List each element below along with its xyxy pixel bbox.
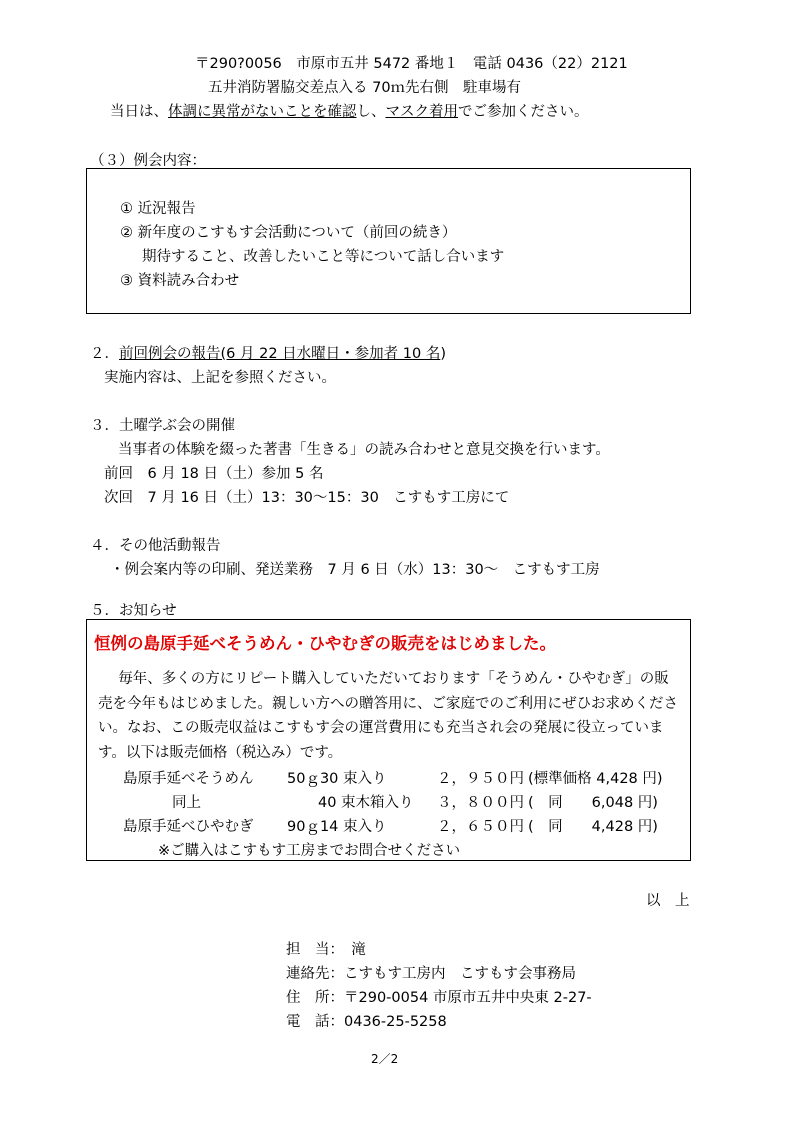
section3-title: ３．土曜学ぶ会の開催 bbox=[90, 418, 235, 434]
notice-health-check: 体調に異常がないことを確認 bbox=[168, 104, 357, 120]
section2-body: 実施内容は、上記を参照ください。 bbox=[104, 370, 336, 386]
sale-price: ２，６５０円 bbox=[437, 819, 524, 835]
sale-price: ２，９５０円 bbox=[437, 771, 524, 787]
attendance-notice bbox=[110, 100, 589, 121]
agenda-item-2-detail: 期待すること、改善したいこと等について話し合います bbox=[142, 249, 505, 265]
section4-title: ４．その他活動報告 bbox=[90, 538, 221, 554]
closing-text: 以 上 bbox=[646, 893, 690, 909]
agenda-item-3: ③ 資料読み合わせ bbox=[120, 273, 240, 289]
sale-note: ( 同 6,048 円) bbox=[528, 795, 658, 811]
announcement-headline: 恒例の島原手延べそうめん・ひやむぎの販売をはじめました。 bbox=[94, 634, 556, 653]
sale-row-hiyamugi bbox=[0, 815, 794, 839]
section3-body: 当事者の体験を綴った著書「生きる」の読み合わせと意見交換を行います。 bbox=[118, 442, 610, 458]
section2-title bbox=[90, 342, 446, 363]
notice-post: でご参加ください。 bbox=[458, 104, 589, 120]
sale-name: 島原手延べそうめん bbox=[123, 771, 254, 787]
section2-title-close: ) bbox=[440, 346, 447, 362]
sale-spec: 40 束木箱入り bbox=[318, 795, 414, 811]
notice-mid: し、 bbox=[356, 104, 386, 120]
address-line: 〒290?0056 市原市五井 5472 番地１ 電話 0436（22）2121 bbox=[195, 56, 628, 72]
footer-phone: 電 話：0436-25-5258 bbox=[286, 1014, 447, 1030]
purchase-contact-note: ※ご購入はこすもす工房までお問合せください bbox=[158, 843, 461, 859]
footer-person: 担 当： 滝 bbox=[286, 942, 366, 958]
footer-contact: 連絡先：こすもす工房内 こすもす会事務局 bbox=[286, 966, 576, 982]
section4-item: ・例会案内等の印刷、発送業務 7 月 6 日（水）13：30～ こすもす工房 bbox=[110, 562, 600, 578]
agenda-item-2: ② 新年度のこすもす会活動について（前回の続き） bbox=[120, 225, 457, 241]
section3-previous: 前回 6 月 18 日（土）参加 5 名 bbox=[104, 466, 324, 482]
notice-pre: 当日は、 bbox=[110, 104, 168, 120]
meeting-heading: （３）例会内容： bbox=[90, 153, 206, 169]
sale-note: ( 同 4,428 円) bbox=[528, 819, 658, 835]
footer-address: 住 所：〒290-0054 市原市五井中央東 2-27- bbox=[286, 990, 592, 1006]
sale-name: 島原手延べひやむぎ bbox=[123, 819, 254, 835]
section2-number: ２． bbox=[90, 346, 119, 362]
sale-row-somen-box bbox=[0, 791, 794, 815]
sale-spec: 50ｇ30 束入り bbox=[287, 771, 387, 787]
sale-name: 同上 bbox=[172, 795, 201, 811]
section2-title-underlined: 前回例会の報告(6 月 22 日水曜日・参加者 10 名 bbox=[119, 346, 441, 362]
sale-spec: 90ｇ14 束入り bbox=[287, 819, 387, 835]
announcement-paragraph: 毎年、多くの方にリピート購入していただいております「そうめん・ひやむぎ」の販売を今年もはじめました。親しい方への贈答用に、ご家庭でのご利用にぜひお求めください。なお、この販売収益はこすもす会の運営費用にも充当され会の発展に役立っています。以下は販売価格（税込み）です。 bbox=[98, 671, 678, 761]
section5-title: ５．お知らせ bbox=[90, 603, 177, 619]
sale-note: (標準価格 4,428 円) bbox=[528, 771, 663, 787]
section3-next: 次回 7 月 16 日（土）13：30～15：30 こすもす工房にて bbox=[104, 490, 510, 506]
sale-price: ３，８００円 bbox=[437, 795, 524, 811]
meeting-content-box bbox=[86, 168, 691, 314]
parking-line: 五井消防署脇交差点入る 70ｍ先右側 駐車場有 bbox=[208, 80, 522, 96]
sale-row-somen bbox=[0, 767, 794, 791]
agenda-item-1: ① 近況報告 bbox=[120, 201, 196, 217]
page-number: 2／2 bbox=[371, 1052, 399, 1066]
notice-mask: マスク着用 bbox=[385, 104, 458, 120]
